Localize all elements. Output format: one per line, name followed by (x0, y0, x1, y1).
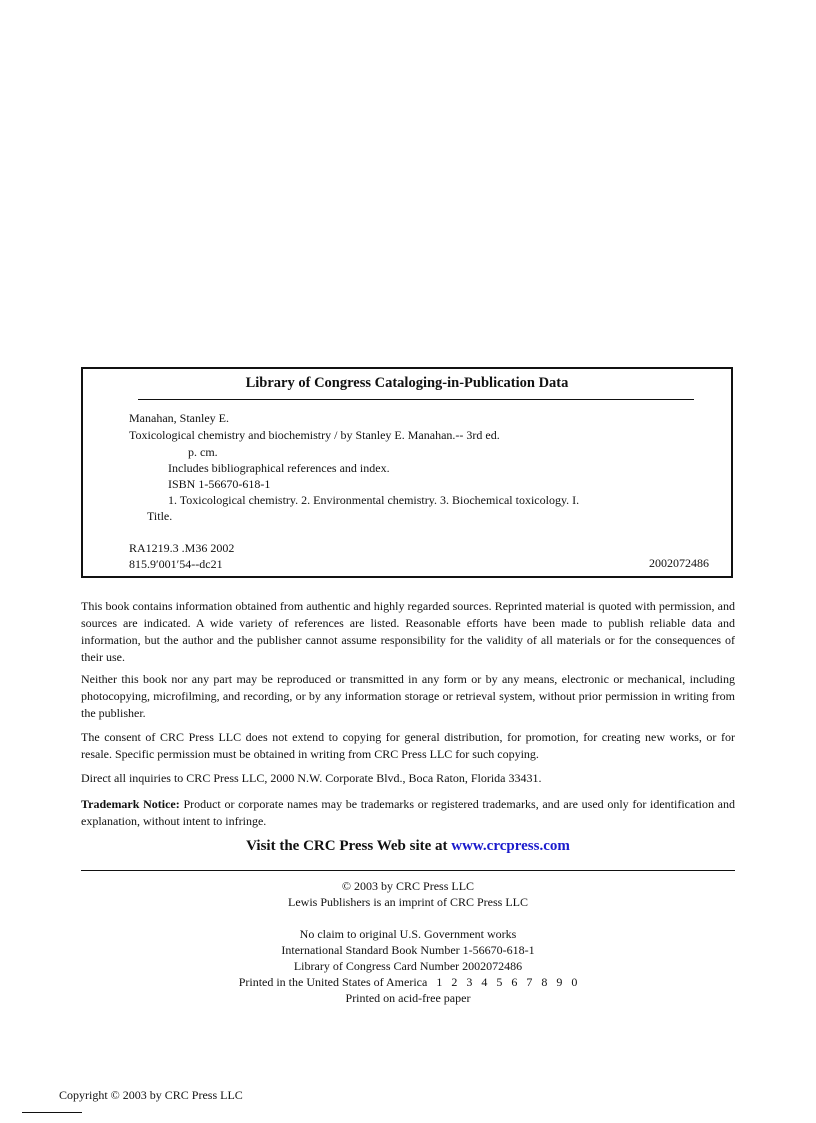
imprint-isbn: International Standard Book Number 1-56670-618-1 (281, 943, 535, 957)
cip-author: Manahan, Stanley E. (129, 411, 229, 425)
paragraph-reproduction: Neither this book nor any part may be reproduced or transmitted in any form or by any means, electronic or mechanical, including photocopying, microfilming, and recording, or by any information storage or retrieval system, without prior permission in writing from the publisher. (81, 672, 735, 720)
cip-heading-rule (138, 399, 694, 400)
trademark-text: Product or corporate names may be trademarks or registered trademarks, and are used only for identification and explanation, without intent to infringe. (81, 797, 735, 828)
website-link[interactable]: www.crcpress.com (451, 838, 570, 854)
trademark-label: Trademark Notice: (81, 797, 180, 811)
imprint-printed-in: Printed in the United States of America 1 2 3 4 5 6 7 8 9 0 (238, 975, 578, 989)
visit-prefix: Visit the CRC Press Web site at (246, 838, 452, 854)
cip-includes: Includes bibliographical references and index. (168, 461, 390, 475)
cip-subjects: 1. Toxicological chemistry. 2. Environmental chemistry. 3. Biochemical toxicology. I. (168, 493, 580, 507)
paragraph-sources: This book contains information obtained from authentic and highly regarded sources. Reprinted material is quoted with permission, and sources are indicated. A wide variety of references are listed. Reasonable efforts have been made to publish reliable data and information, but the author and the publisher cannot assume responsibility for the validity of all materials or for the consequences of their use. (81, 599, 735, 664)
imprint-acid-free: Printed on acid-free paper (345, 991, 471, 1005)
cip-title-line: Toxicological chemistry and biochemistry / by Stanley E. Manahan.-- 3rd ed. (129, 428, 500, 442)
footer-rule (22, 1112, 82, 1113)
imprint-copyright: © 2003 by CRC Press LLC (341, 879, 475, 893)
cip-lccn: 2002072486 (649, 556, 709, 570)
imprint-no-claim: No claim to original U.S. Government works (299, 927, 517, 941)
visit-website-line (81, 838, 735, 855)
paragraph-consent: The consent of CRC Press LLC does not extend to copying for general distribution, for promotion, for creating new works, or for resale. Specific permission must be obtained in writing from CRC Press LLC for such copying. (81, 730, 735, 761)
cip-call-number: RA1219.3 .M36 2002 (129, 541, 235, 555)
paragraph-trademark (81, 796, 735, 830)
section-divider (81, 870, 735, 871)
paragraph-inquiries: Direct all inquiries to CRC Press LLC, 2000 N.W. Corporate Blvd., Boca Raton, Florida 33431. (81, 771, 542, 785)
imprint-lewis: Lewis Publishers is an imprint of CRC Press LLC (288, 895, 528, 909)
imprint-lccn: Library of Congress Card Number 2002072486 (293, 959, 523, 973)
cip-isbn: ISBN 1-56670-618-1 (168, 477, 271, 491)
cip-data-box (81, 367, 733, 578)
cip-pages: p. cm. (188, 445, 218, 459)
footer-copyright: Copyright © 2003 by CRC Press LLC (59, 1088, 243, 1102)
cip-title-word: Title. (147, 509, 173, 523)
cip-dewey: 815.9′001′54--dc21 (129, 557, 223, 571)
cip-heading: Library of Congress Cataloging-in-Publication Data (245, 375, 569, 391)
